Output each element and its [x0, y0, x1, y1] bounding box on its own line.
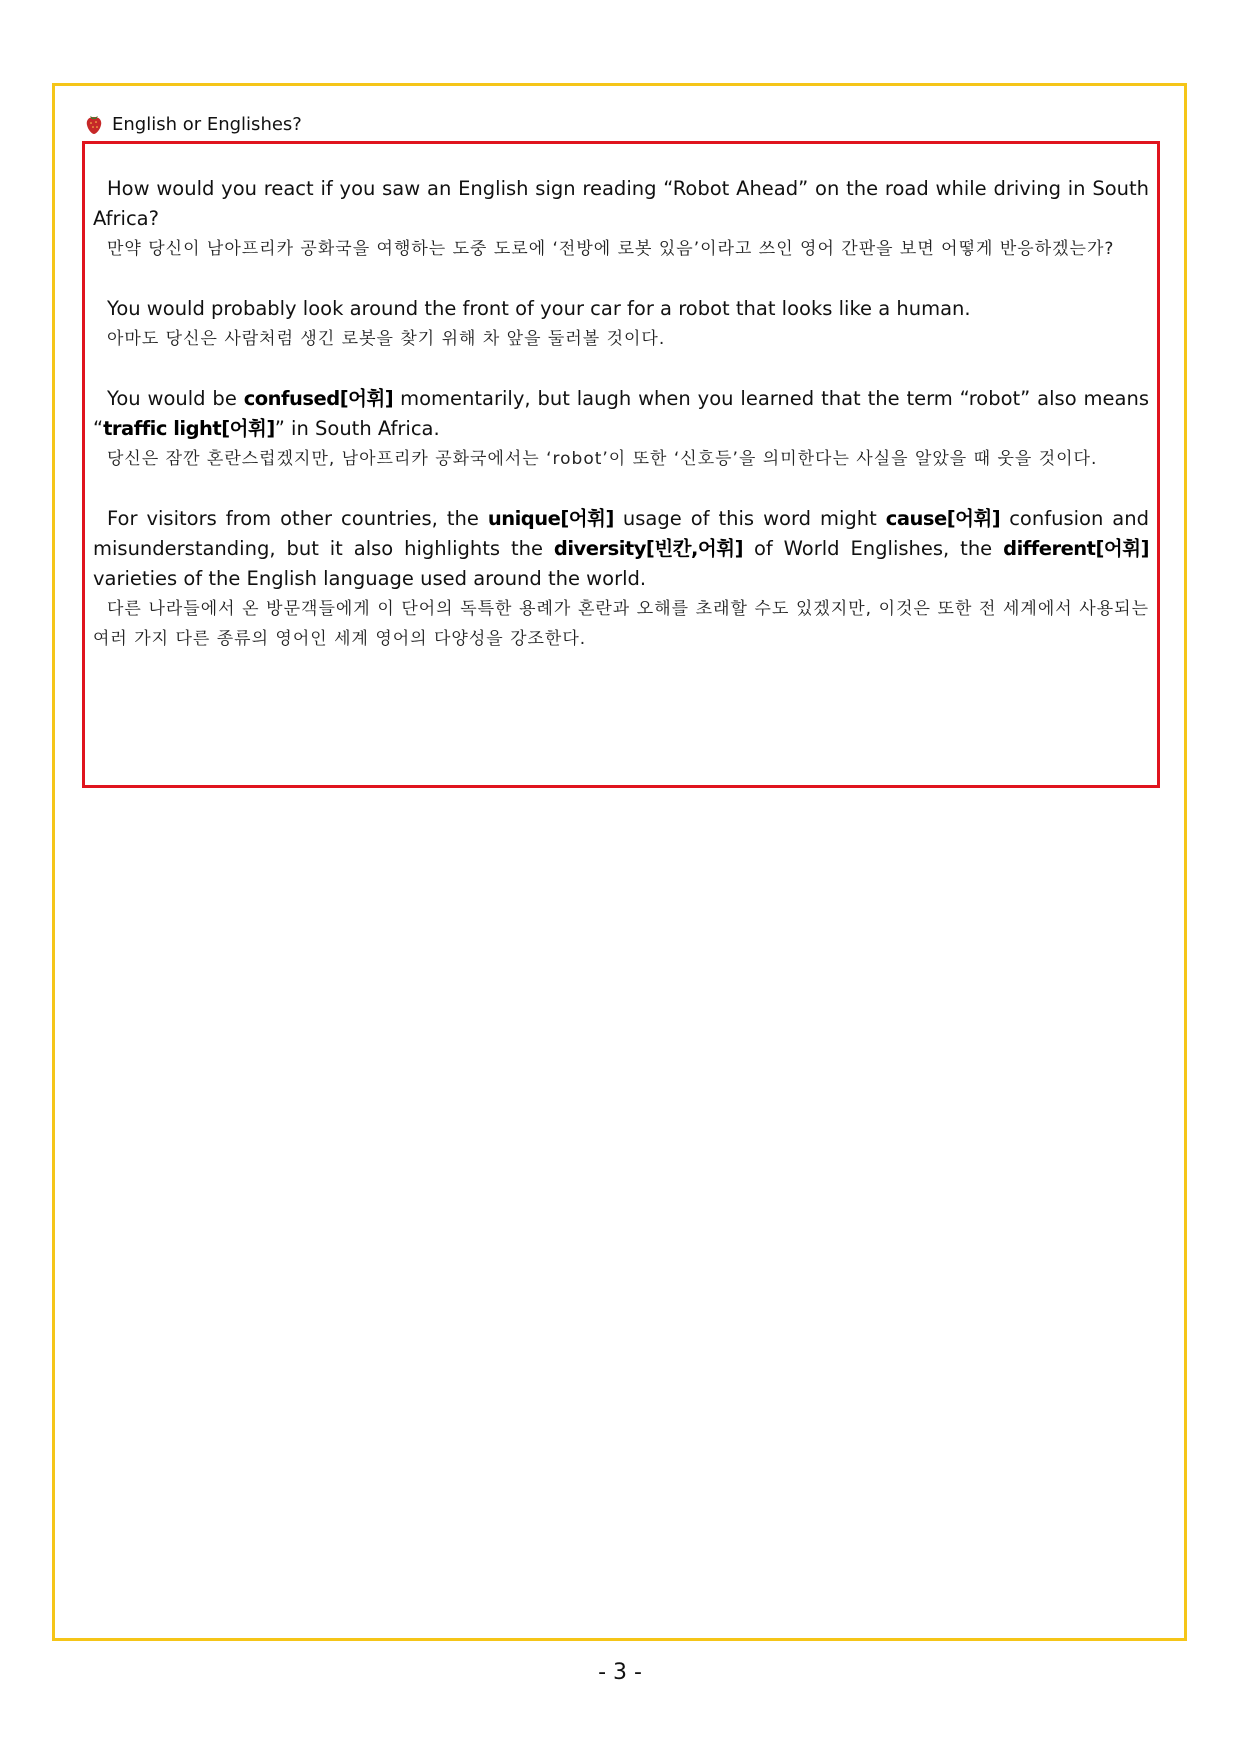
section-title: English or Englishes?: [112, 113, 302, 135]
paragraph-gap: [93, 354, 1149, 384]
vocab-term: unique[어휘]: [487, 507, 614, 530]
english-sentence: [93, 384, 1149, 444]
sentence-text: usage of this word might: [613, 507, 886, 530]
vocab-term: traffic light[어휘]: [103, 417, 275, 440]
page-number: - 3 -: [598, 1660, 642, 1685]
vocab-term: cause[어휘]: [885, 507, 1001, 530]
paragraph-gap: [93, 474, 1149, 504]
english-sentence: [93, 504, 1149, 594]
sentence-text: How would you react if you saw an English sign reading “Robot Ahead” on the road while driving in South Africa?: [93, 177, 1149, 230]
vocab-term: diversity[빈칸,어휘]: [553, 537, 744, 560]
sentence-text: of World Englishes, the: [743, 537, 1004, 560]
vocab-term: confused[어휘]: [243, 387, 394, 410]
korean-translation: 아마도 당신은 사람처럼 생긴 로봇을 찾기 위해 차 앞을 둘러볼 것이다.: [107, 329, 666, 349]
passage-content: [93, 174, 1149, 654]
korean-translation: 당신은 잠깐 혼란스럽겠지만, 남아프리카 공화국에서는 ‘robot’이 또한 ‘신호등’을 의미한다는 사실을 알았을 때 웃을 것이다.: [107, 449, 1098, 469]
paragraph-gap: [93, 264, 1149, 294]
korean-translation: 만약 당신이 남아프리카 공화국을 여행하는 도중 도로에 ‘전방에 로봇 있음’이라고 쓰인 영어 간판을 보면 어떻게 반응하겠는가?: [107, 239, 1115, 259]
sentence-text: You would probably look around the front of your car for a robot that looks like a human.: [107, 297, 971, 320]
sentence-text: varieties of the English language used around the world.: [93, 567, 647, 590]
korean-translation: 다른 나라들에서 온 방문객들에게 이 단어의 독특한 용례가 혼란과 오해를 초래할 수도 있겠지만, 이것은 또한 전 세계에서 사용되는 여러 가지 다른 종류의 영어인 세계 영어의 다양성을 강조한다.: [93, 599, 1149, 649]
sentence-text: momentarily, but laugh when you learned that the term “robot” also means “: [93, 387, 1149, 440]
english-sentence: [93, 294, 1149, 324]
sentence-text: ” in South Africa.: [274, 417, 440, 440]
sentence-text: You would be: [107, 387, 244, 410]
sentence-text: confusion and misunderstanding, but it also highlights the: [93, 507, 1149, 560]
vocab-term: different[어휘]: [1003, 537, 1150, 560]
english-sentence: [93, 174, 1149, 234]
section-header: [84, 111, 302, 137]
sentence-text: For visitors from other countries, the: [107, 507, 488, 530]
strawberry-icon: [84, 113, 104, 135]
